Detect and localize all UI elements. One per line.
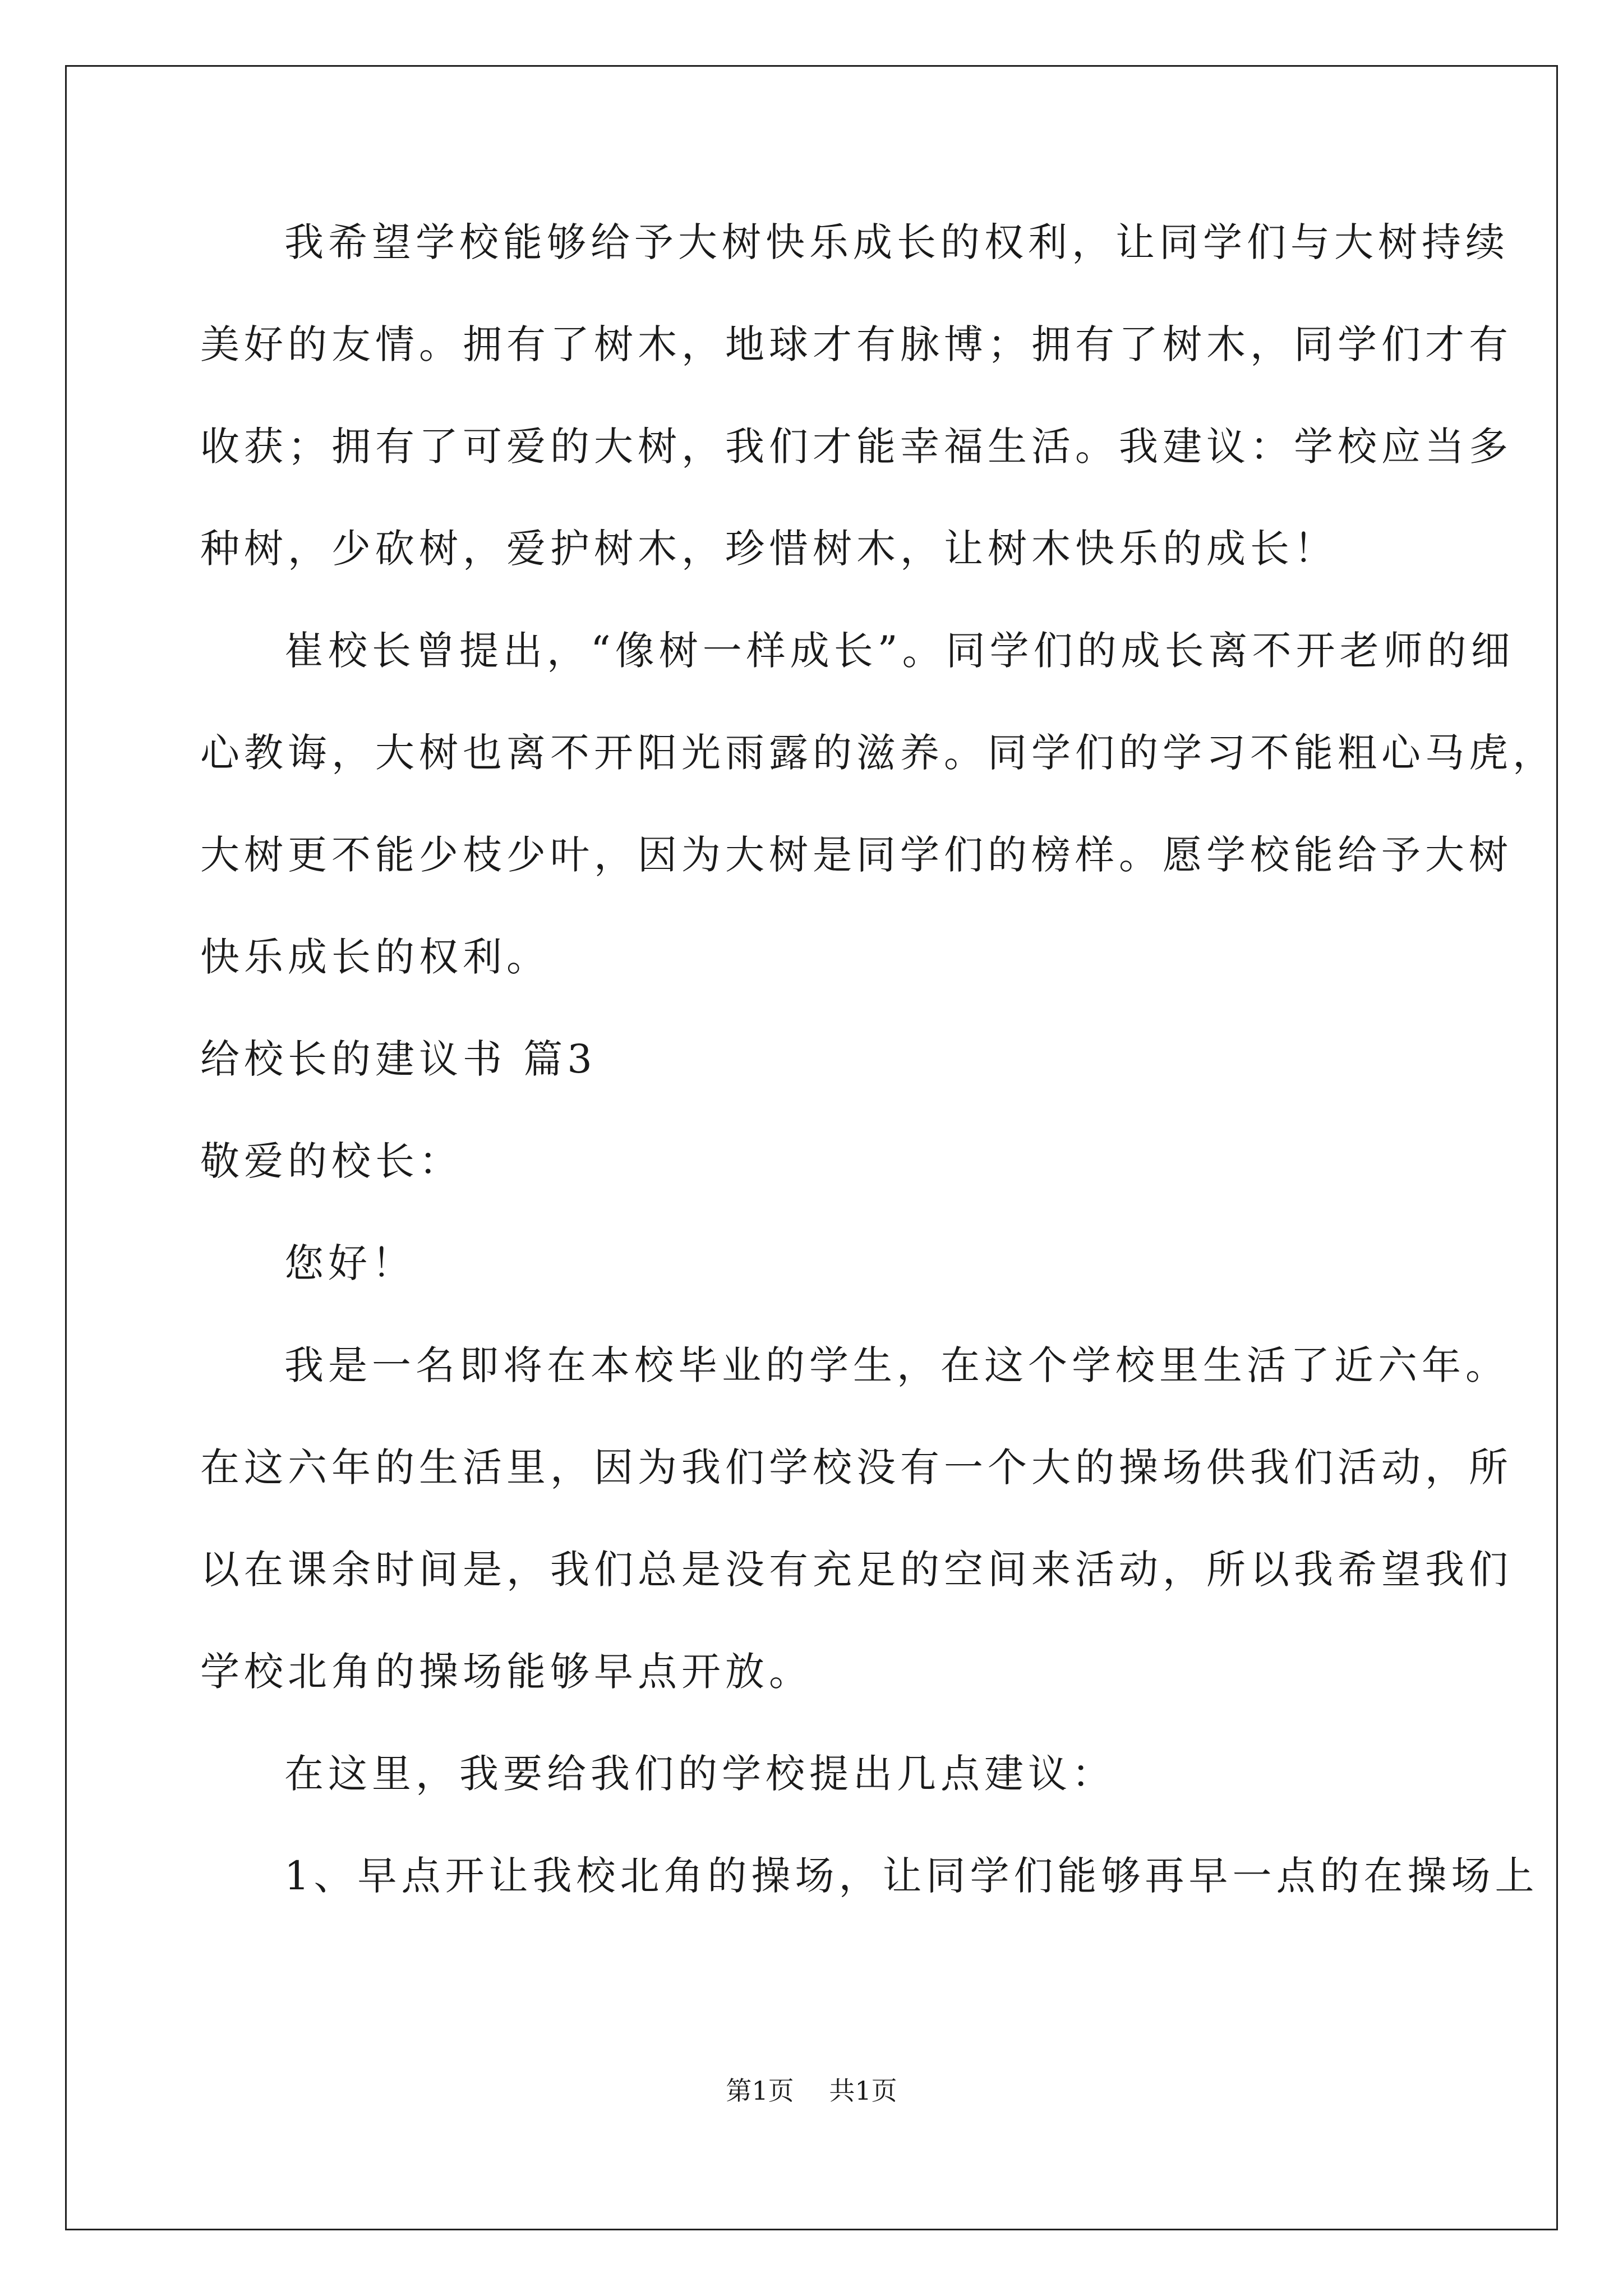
- document-body: [200, 219, 1556, 1957]
- text-line: 种树，少砍树，爱护树木，珍惜树木，让树木快乐的成长！: [200, 526, 1338, 572]
- section-heading: 给校长的建议书 篇3: [200, 1036, 597, 1082]
- page-total: 共1页: [829, 2076, 897, 2106]
- greeting: 您好！: [284, 1240, 416, 1286]
- page-number: 第1页: [726, 2076, 794, 2106]
- text-line: 我希望学校能够给予大树快乐成长的权利，让同学们与大树持续: [284, 219, 1509, 265]
- text-line: 崔校长曾提出，“像树一样成长”。同学们的成长离不开老师的细: [284, 628, 1515, 674]
- text-line: 学校北角的操场能够早点开放。: [200, 1649, 813, 1695]
- text-line: 收获；拥有了可爱的大树，我们才能幸福生活。我建议：学校应当多: [200, 424, 1513, 470]
- text-line: 在这六年的生活里，因为我们学校没有一个大的操场供我们活动，所: [200, 1444, 1513, 1490]
- page-footer: [0, 2076, 1623, 2106]
- list-item: 1、早点开让我校北角的操场，让同学们能够再早一点的在操场上: [284, 1853, 1539, 1899]
- text-line: 美好的友情。拥有了树木，地球才有脉博；拥有了树木，同学们才有: [200, 321, 1513, 367]
- text-line: 心教诲，大树也离不开阳光雨露的滋养。同学们的学习不能粗心马虎，: [200, 730, 1556, 776]
- salutation: 敬爱的校长：: [200, 1138, 463, 1184]
- text-line: 大树更不能少枝少叶，因为大树是同学们的榜样。愿学校能给予大树: [200, 832, 1513, 878]
- text-line: 以在课余时间是，我们总是没有充足的空间来活动，所以我希望我们: [200, 1547, 1513, 1593]
- text-line: 快乐成长的权利。: [200, 934, 550, 980]
- text-line: 在这里，我要给我们的学校提出几点建议：: [284, 1751, 1115, 1797]
- text-line: 我是一名即将在本校毕业的学生，在这个学校里生活了近六年。: [284, 1342, 1509, 1388]
